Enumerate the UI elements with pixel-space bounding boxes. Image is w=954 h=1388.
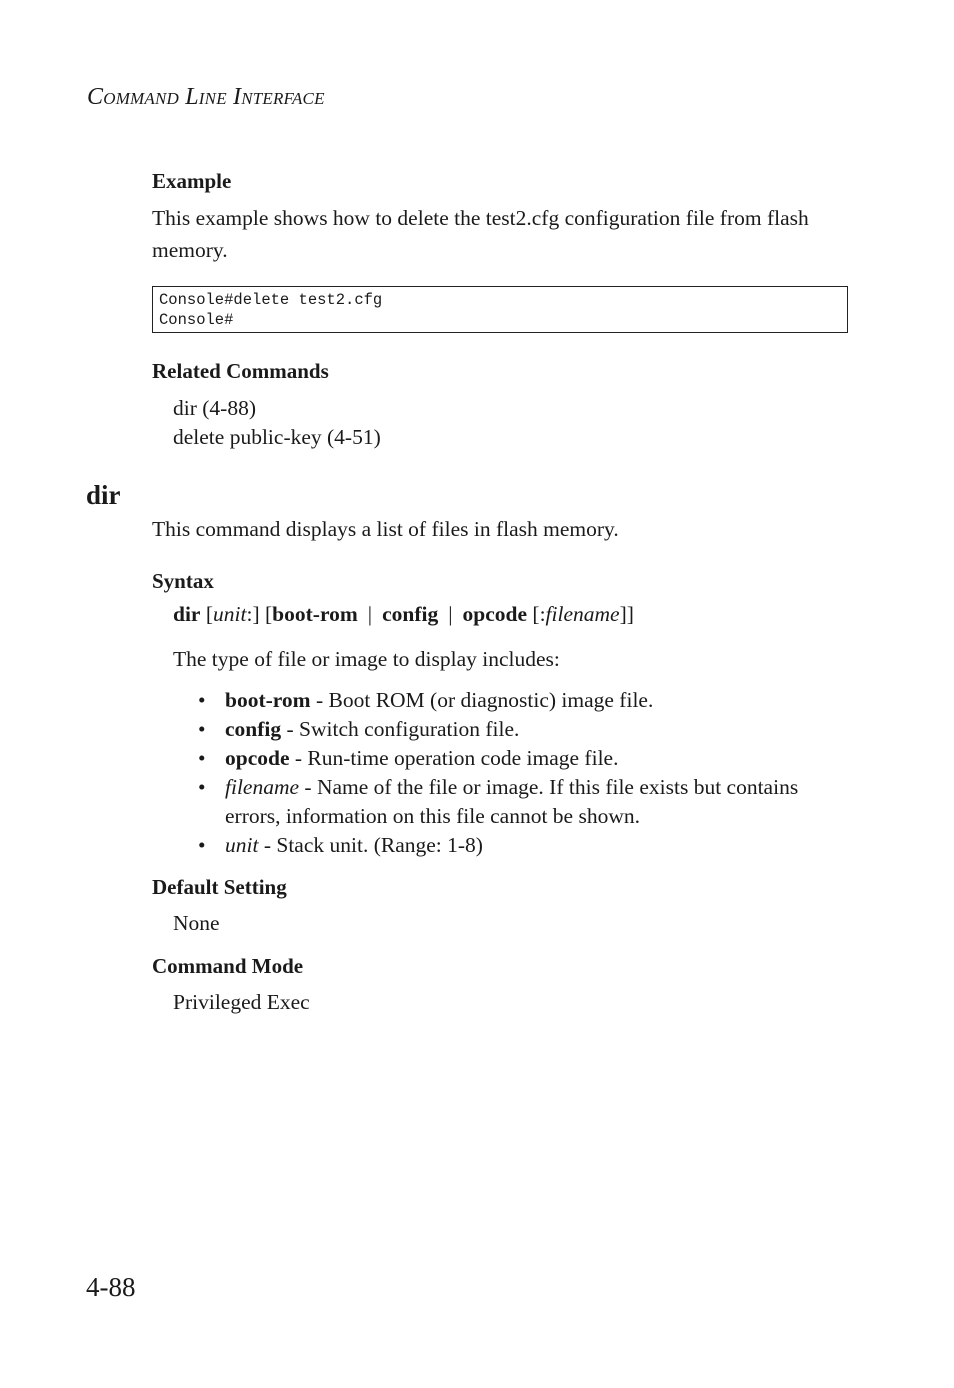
header-smallcaps: NTERFACE: [241, 89, 325, 108]
header-letter: C: [87, 84, 104, 110]
example-text: This example shows how to delete the test2.cfg configuration file from flash memory.: [152, 206, 809, 262]
header-smallcaps: INE: [198, 89, 227, 108]
default-setting-value: None: [173, 911, 220, 935]
header-letter: I: [232, 84, 242, 110]
related-command-item: dir (4-88): [173, 396, 256, 420]
related-command-item: delete public-key (4-51): [173, 425, 381, 449]
command-mode-heading: Command Mode: [152, 954, 304, 978]
related-commands-heading: Related Commands: [152, 359, 329, 383]
running-header: [87, 84, 325, 111]
bullet-term: config: [225, 717, 282, 741]
bullet-term: filename: [225, 775, 300, 799]
syntax-bracket: [: [265, 602, 273, 626]
bullet: •: [198, 775, 206, 799]
example-heading: Example: [152, 169, 232, 193]
syntax-bracket: [: [205, 602, 214, 626]
file-type-list: [198, 686, 848, 860]
bullet: •: [198, 717, 206, 741]
bullet-term: opcode: [225, 746, 290, 770]
syntax-pipe: |: [367, 602, 373, 626]
syntax-bracket: :]: [246, 602, 260, 626]
list-item: [198, 744, 848, 773]
bullet-term: unit: [225, 833, 259, 857]
header-letter: L: [185, 84, 199, 110]
bullet: •: [198, 688, 206, 712]
list-item: [198, 715, 848, 744]
bullet-desc: - Stack unit. (Range: 1-8): [258, 833, 483, 857]
code-line: Console#: [159, 311, 234, 329]
default-setting-heading: Default Setting: [152, 875, 287, 899]
bullet-desc: - Name of the file or image. If this file exists but contains errors, information on this file cannot be shown.: [225, 775, 799, 828]
bullet-desc: - Boot ROM (or diagnostic) image file.: [310, 688, 654, 712]
bullet-desc: - Switch configuration file.: [281, 717, 520, 741]
syntax-line: [173, 602, 634, 627]
command-title: dir: [86, 480, 121, 510]
syntax-keyword: opcode: [462, 602, 528, 626]
syntax-bracket: [:: [532, 602, 546, 626]
bullet-desc: - Run-time operation code image file.: [289, 746, 619, 770]
bullet: •: [198, 833, 206, 857]
list-item: [198, 773, 848, 831]
command-mode-value: Privileged Exec: [173, 990, 310, 1014]
syntax-param: filename: [545, 602, 620, 626]
page-number: 4-88: [86, 1272, 136, 1302]
header-smallcaps: OMMAND: [103, 89, 180, 108]
code-example: [152, 286, 848, 333]
list-item: [198, 686, 848, 715]
syntax-param: unit: [213, 602, 247, 626]
syntax-heading: Syntax: [152, 569, 214, 593]
syntax-bracket: ]]: [619, 602, 634, 626]
syntax-intro: The type of file or image to display includes:: [173, 647, 560, 671]
list-item: [198, 831, 848, 860]
syntax-keyword: boot-rom: [272, 602, 358, 626]
code-line: Console#delete test2.cfg: [159, 291, 383, 309]
syntax-pipe: |: [448, 602, 453, 626]
bullet-term: boot-rom: [225, 688, 311, 712]
related-commands-list: [173, 394, 381, 452]
bullet: •: [198, 746, 206, 770]
syntax-keyword: config: [382, 602, 439, 626]
command-description: This command displays a list of files in flash memory.: [152, 517, 619, 541]
syntax-keyword: dir: [173, 602, 201, 626]
